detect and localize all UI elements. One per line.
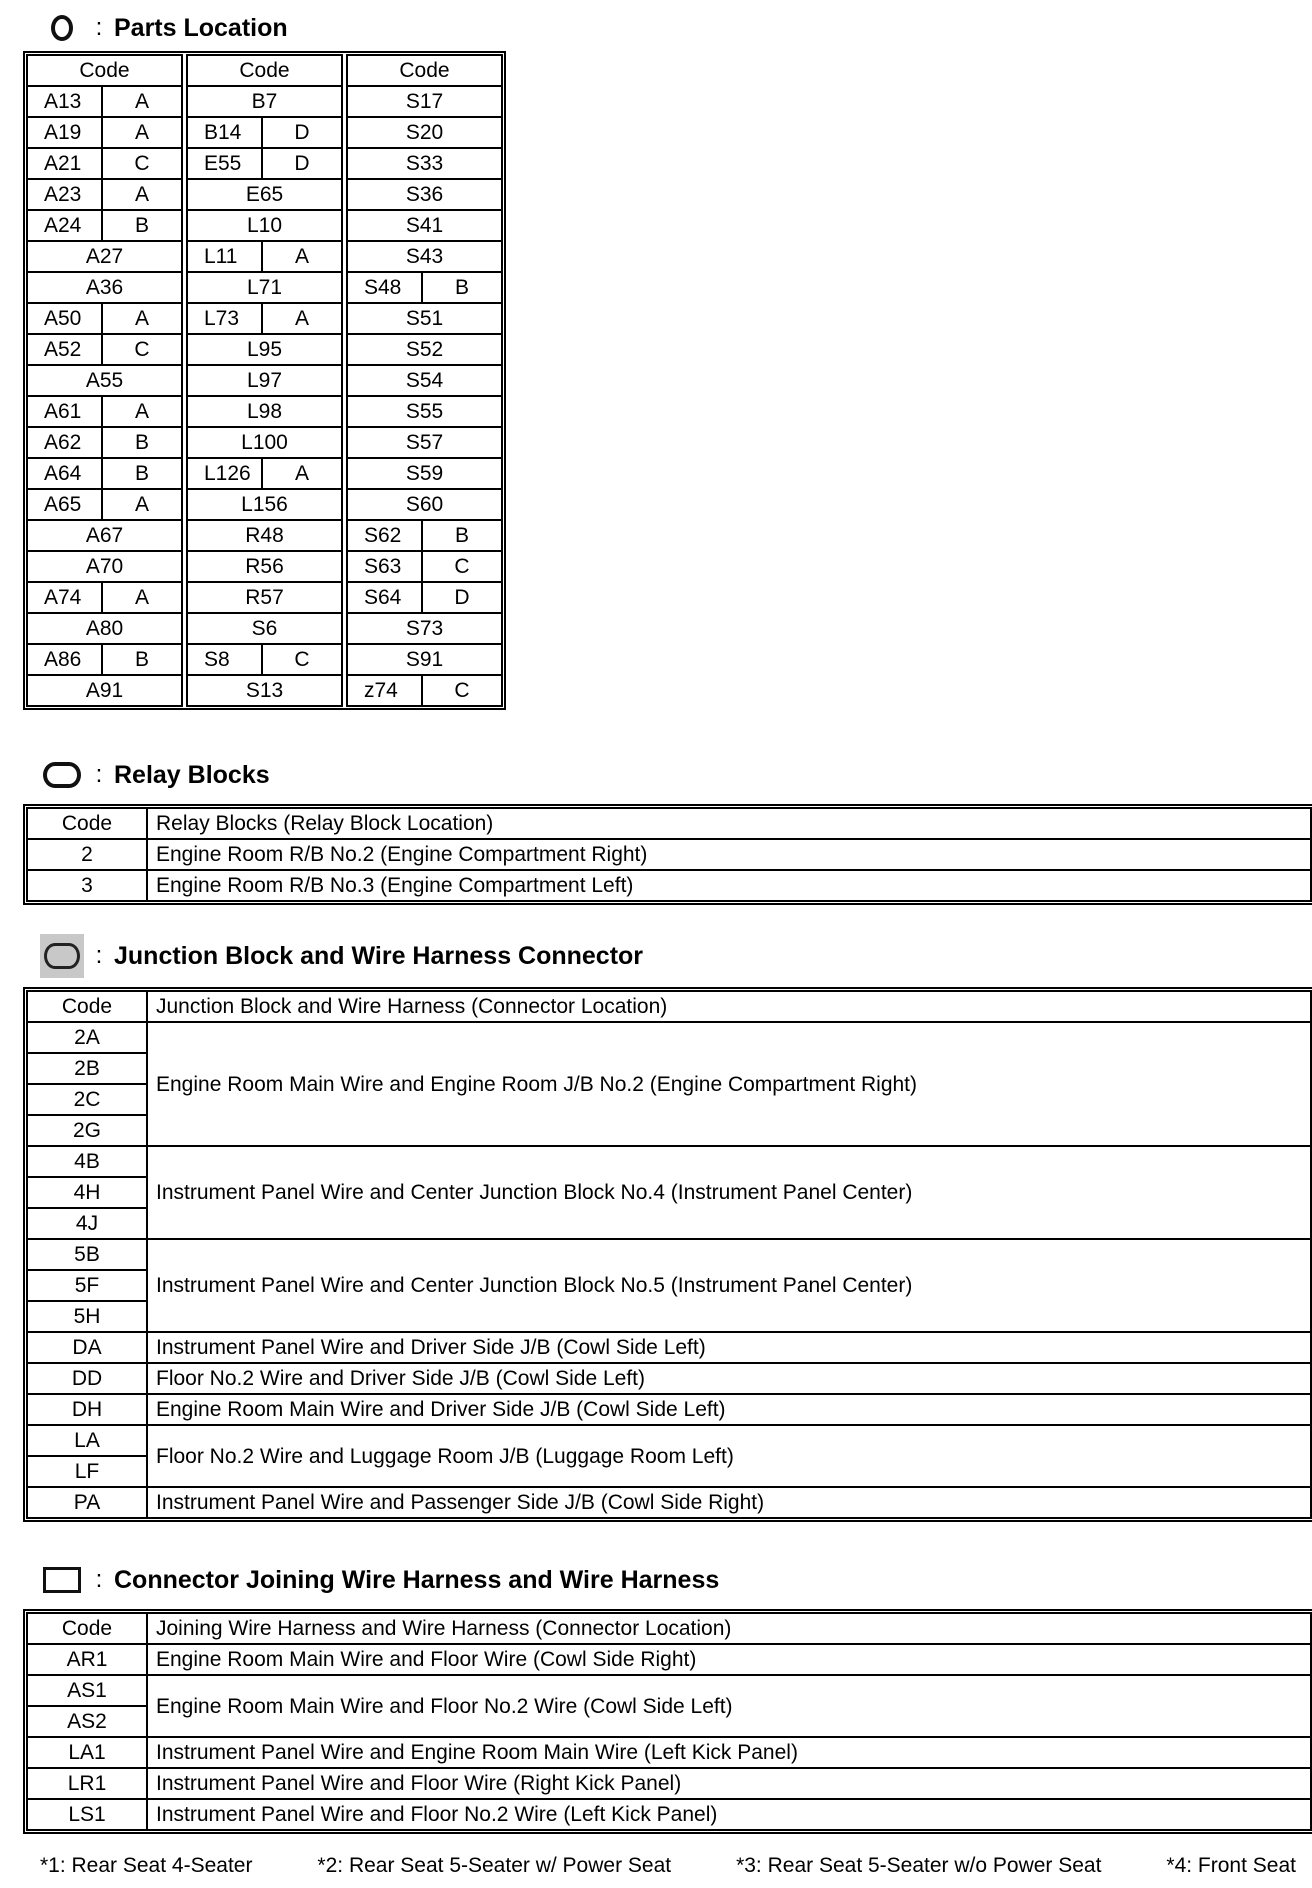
colon: : [95,761,103,788]
part-code: L100 [187,427,342,458]
connector-code: LR1 [27,1768,147,1799]
part-location-letter: B [102,427,182,458]
description-header: Relay Blocks (Relay Block Location) [147,808,1311,839]
code-header: Code [27,991,147,1022]
part-code: A21 [27,148,102,179]
table-row [27,272,502,303]
column-header: Code [27,55,182,86]
connector-table [26,1612,1312,1831]
colon: : [95,1566,103,1593]
table-row [27,644,502,675]
part-code: L10 [187,210,342,241]
section-title: Parts Location [114,13,288,42]
rectangle-symbol-icon [40,1563,84,1597]
table-header-row [27,808,1311,839]
connector-code: LA1 [27,1737,147,1768]
part-code: S48 [347,272,422,303]
connector-description: Floor No.2 Wire and Driver Side J/B (Cowl Side Left) [147,1363,1311,1394]
connector-code: LA [27,1425,147,1456]
table-row [27,613,502,644]
part-code: R48 [187,520,342,551]
table-row [27,1675,1311,1706]
part-code: R57 [187,582,342,613]
part-code: E65 [187,179,342,210]
part-code: A62 [27,427,102,458]
connector-description: Instrument Panel Wire and Passenger Side J/B (Cowl Side Right) [147,1487,1311,1518]
table-row [27,1425,1311,1456]
table-row [27,839,1311,870]
connector-description: Instrument Panel Wire and Center Junction Block No.4 (Instrument Panel Center) [147,1146,1311,1239]
table-row [27,1737,1311,1768]
part-location-letter: B [102,644,182,675]
part-code: L11 [187,241,262,272]
part-code: S62 [347,520,422,551]
section-title: Relay Blocks [114,760,270,789]
part-location-letter: B [102,210,182,241]
part-code: L98 [187,396,342,427]
table-row [27,1146,1311,1177]
part-location-letter: C [102,148,182,179]
part-location-letter: A [102,582,182,613]
part-code: L71 [187,272,342,303]
connector-description: Instrument Panel Wire and Engine Room Main Wire (Left Kick Panel) [147,1737,1311,1768]
part-location-letter: B [422,272,502,303]
part-code: S63 [347,551,422,582]
connector-description: Floor No.2 Wire and Luggage Room J/B (Luggage Room Left) [147,1425,1311,1487]
part-code: A64 [27,458,102,489]
connector-code: LS1 [27,1799,147,1830]
part-code: A91 [27,675,182,706]
connector-code: AR1 [27,1644,147,1675]
part-code: S41 [347,210,502,241]
part-code: A61 [27,396,102,427]
part-location-letter: D [262,148,342,179]
part-code: S59 [347,458,502,489]
part-code: L156 [187,489,342,520]
part-code: S17 [347,86,502,117]
part-code: A24 [27,210,102,241]
part-code: L95 [187,334,342,365]
table-row [27,1022,1311,1053]
table-row [27,458,502,489]
footnote: *4: Front Seat [1166,1854,1296,1877]
connector-heading [40,1560,719,1600]
relay-blocks-heading [40,755,270,795]
part-code: S43 [347,241,502,272]
part-code: R56 [187,551,342,582]
table-row [27,148,502,179]
connector-code: LF [27,1456,147,1487]
table-row [27,1332,1311,1363]
connector-code: 3 [27,870,147,901]
oval-symbol-icon [40,758,84,792]
part-location-letter: B [102,458,182,489]
description-header: Junction Block and Wire Harness (Connector Location) [147,991,1311,1022]
connector-code: 5B [27,1239,147,1270]
table-row [27,489,502,520]
section-title: Connector Joining Wire Harness and Wire Harness [114,1565,720,1594]
connector-code: 4H [27,1177,147,1208]
part-code: L126 [187,458,262,489]
connector-code: DH [27,1394,147,1425]
part-code: S8 [187,644,262,675]
table-row [27,210,502,241]
table-row [27,117,502,148]
column-header: Code [187,55,342,86]
part-location-letter: B [422,520,502,551]
part-code: B14 [187,117,262,148]
table-row [27,1644,1311,1675]
table-row [27,427,502,458]
part-location-letter: C [102,334,182,365]
section-title: Junction Block and Wire Harness Connector [114,941,644,970]
part-code: z74 [347,675,422,706]
part-location-letter: A [262,458,342,489]
footnote: *3: Rear Seat 5-Seater w/o Power Seat [736,1854,1102,1877]
code-header: Code [27,1613,147,1644]
connector-description: Instrument Panel Wire and Center Junction Block No.5 (Instrument Panel Center) [147,1239,1311,1332]
table-header-row [27,55,502,86]
part-location-letter: A [102,303,182,334]
part-location-letter: C [422,551,502,582]
part-code: A74 [27,582,102,613]
table-row [27,1394,1311,1425]
connector-code: DA [27,1332,147,1363]
part-code: A19 [27,117,102,148]
part-code: S33 [347,148,502,179]
part-code: S51 [347,303,502,334]
part-code: A67 [27,520,182,551]
part-code: S60 [347,489,502,520]
part-code: B7 [187,86,342,117]
table-row [27,179,502,210]
part-code: S20 [347,117,502,148]
part-location-letter: A [102,489,182,520]
part-location-letter: C [262,644,342,675]
connector-code: 5H [27,1301,147,1332]
table-row [27,303,502,334]
table-row [27,675,502,706]
table-row [27,551,502,582]
table-row [27,241,502,272]
part-code: A52 [27,334,102,365]
part-code: S91 [347,644,502,675]
part-location-letter: A [102,86,182,117]
part-location-letter: A [102,179,182,210]
description-header: Joining Wire Harness and Wire Harness (Connector Location) [147,1613,1311,1644]
connector-code: 5F [27,1270,147,1301]
part-location-letter: A [102,117,182,148]
table-row [27,396,502,427]
connector-description: Engine Room Main Wire and Driver Side J/B (Cowl Side Left) [147,1394,1311,1425]
part-code: S52 [347,334,502,365]
connector-description: Instrument Panel Wire and Floor Wire (Right Kick Panel) [147,1768,1311,1799]
connector-description: Engine Room Main Wire and Floor No.2 Wire (Cowl Side Left) [147,1675,1311,1737]
connector-code: 2C [27,1084,147,1115]
table-row [27,1768,1311,1799]
part-code: A86 [27,644,102,675]
part-code: S57 [347,427,502,458]
table-row [27,1799,1311,1830]
table-header-row [27,991,1311,1022]
connector-description: Engine Room Main Wire and Floor Wire (Cowl Side Right) [147,1644,1311,1675]
column-header: Code [347,55,502,86]
table-row [27,870,1311,901]
part-code: S13 [187,675,342,706]
connector-description: Instrument Panel Wire and Floor No.2 Wire (Left Kick Panel) [147,1799,1311,1830]
connector-description: Engine Room R/B No.3 (Engine Compartment Left) [147,870,1311,901]
part-code: A27 [27,241,182,272]
part-location-letter: A [102,396,182,427]
part-code: A36 [27,272,182,303]
part-code: A13 [27,86,102,117]
code-header: Code [27,808,147,839]
part-code: S36 [347,179,502,210]
part-code: A50 [27,303,102,334]
connector-description: Engine Room R/B No.2 (Engine Compartment Right) [147,839,1311,870]
part-location-letter: D [422,582,502,613]
parts-location-table [26,54,503,707]
connector-code: 2B [27,1053,147,1084]
part-code: A70 [27,551,182,582]
part-code: L73 [187,303,262,334]
connector-code: PA [27,1487,147,1518]
footnote: *2: Rear Seat 5-Seater w/ Power Seat [317,1854,672,1877]
footnote: *1: Rear Seat 4-Seater [40,1854,253,1877]
table-row [27,520,502,551]
connector-code: 4J [27,1208,147,1239]
part-code: A65 [27,489,102,520]
part-code: S54 [347,365,502,396]
table-header-row [27,1613,1311,1644]
connector-description: Engine Room Main Wire and Engine Room J/B No.2 (Engine Compartment Right) [147,1022,1311,1146]
table-row [27,1239,1311,1270]
part-code: L97 [187,365,342,396]
colon: : [95,14,103,41]
part-code: S6 [187,613,342,644]
footnotes [40,1854,1296,1878]
part-code: A55 [27,365,182,396]
part-location-letter: A [262,303,342,334]
table-row [27,1487,1311,1518]
parts-location-heading [40,8,288,48]
part-code: S55 [347,396,502,427]
junction-block-heading [40,936,643,976]
circle-symbol-icon [40,11,84,45]
table-row [27,86,502,117]
table-row [27,365,502,396]
table-row [27,582,502,613]
part-code: S73 [347,613,502,644]
connector-description: Instrument Panel Wire and Driver Side J/B (Cowl Side Left) [147,1332,1311,1363]
connector-code: 2A [27,1022,147,1053]
connector-code: AS2 [27,1706,147,1737]
connector-code: DD [27,1363,147,1394]
junction-block-table [26,990,1312,1519]
relay-blocks-table [26,807,1312,902]
part-code: A80 [27,613,182,644]
connector-code: AS1 [27,1675,147,1706]
connector-code: 4B [27,1146,147,1177]
part-code: S64 [347,582,422,613]
colon: : [95,942,103,969]
part-location-letter: C [422,675,502,706]
shaded-oval-symbol-icon [40,939,84,973]
table-row [27,1363,1311,1394]
part-location-letter: A [262,241,342,272]
connector-code: 2 [27,839,147,870]
part-code: E55 [187,148,262,179]
connector-code: 2G [27,1115,147,1146]
part-code: A23 [27,179,102,210]
table-row [27,334,502,365]
part-location-letter: D [262,117,342,148]
